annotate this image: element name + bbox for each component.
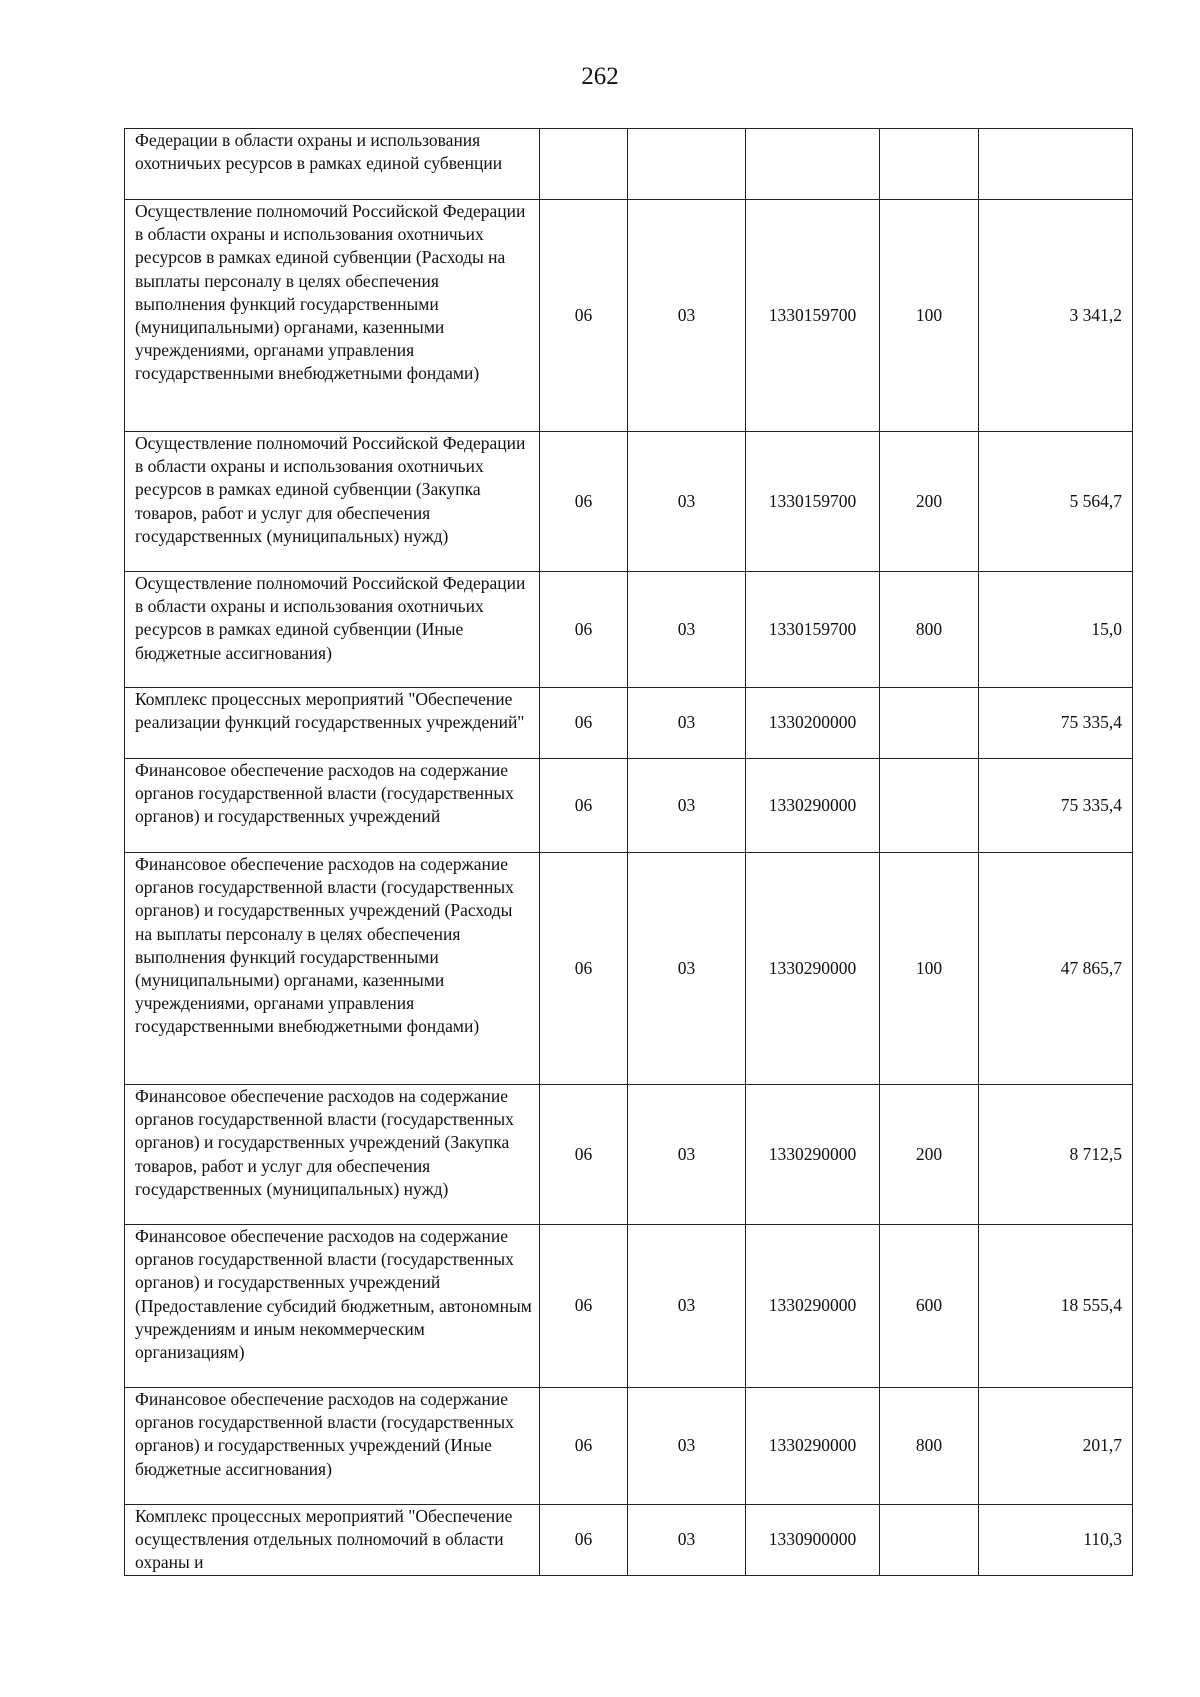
amount-cell: 8 712,5 [979, 1085, 1133, 1225]
amount-cell: 15,0 [979, 572, 1133, 688]
table-row [125, 129, 1133, 200]
expense-name-cell: Финансовое обеспечение расходов на содержание органов государственной власти (государственных органов) и государственных учреждений [125, 759, 540, 853]
subsection-code-cell: 03 [628, 200, 746, 432]
target-article-cell: 1330200000 [746, 688, 880, 759]
subsection-code-cell: 03 [628, 1085, 746, 1225]
section-code-cell: 06 [540, 759, 628, 853]
expense-type-cell [880, 129, 979, 200]
amount-cell: 75 335,4 [979, 759, 1133, 853]
expense-type-cell [880, 1505, 979, 1576]
table-row [125, 853, 1133, 1085]
subsection-code-cell: 03 [628, 432, 746, 572]
subsection-code-cell: 03 [628, 1505, 746, 1576]
section-code-cell: 06 [540, 200, 628, 432]
expense-type-cell: 800 [880, 1388, 979, 1505]
section-code-cell: 06 [540, 1225, 628, 1388]
expense-name-cell: Осуществление полномочий Российской Федерации в области охраны и использования охотничьих ресурсов в рамках единой субвенции (Расходы на выплаты персоналу в целях обеспечения выполнения функций государственными (муниципальными) органами, казенными учреждениями, органами управления государственными внебюджетными фондами) [125, 200, 540, 432]
subsection-code-cell: 03 [628, 572, 746, 688]
target-article-cell: 1330290000 [746, 1085, 880, 1225]
page-number: 262 [581, 63, 619, 90]
subsection-code-cell: 03 [628, 1225, 746, 1388]
table-row [125, 1085, 1133, 1225]
table-row [125, 1388, 1133, 1505]
target-article-cell: 1330159700 [746, 572, 880, 688]
section-code-cell: 06 [540, 1085, 628, 1225]
target-article-cell: 1330290000 [746, 853, 880, 1085]
expense-name-cell: Комплекс процессных мероприятий "Обеспечение осуществления отдельных полномочий в области охраны и [125, 1505, 540, 1576]
amount-cell: 47 865,7 [979, 853, 1133, 1085]
amount-cell [979, 129, 1133, 200]
expense-name-cell: Осуществление полномочий Российской Федерации в области охраны и использования охотничьих ресурсов в рамках единой субвенции (Иные бюджетные ассигнования) [125, 572, 540, 688]
subsection-code-cell: 03 [628, 1388, 746, 1505]
section-code-cell [540, 129, 628, 200]
table-row [125, 1505, 1133, 1576]
amount-cell: 75 335,4 [979, 688, 1133, 759]
expense-name-cell: Финансовое обеспечение расходов на содержание органов государственной власти (государственных органов) и государственных учреждений (Предоставление субсидий бюджетным, автономным учреждениям и иным некоммерческим организациям) [125, 1225, 540, 1388]
amount-cell: 5 564,7 [979, 432, 1133, 572]
table-row [125, 200, 1133, 432]
target-article-cell: 1330290000 [746, 1388, 880, 1505]
budget-table-body [125, 129, 1133, 1576]
expense-type-cell: 600 [880, 1225, 979, 1388]
section-code-cell: 06 [540, 432, 628, 572]
expense-type-cell: 200 [880, 432, 979, 572]
expense-type-cell [880, 759, 979, 853]
expense-name-cell: Финансовое обеспечение расходов на содержание органов государственной власти (государственных органов) и государственных учреждений (Иные бюджетные ассигнования) [125, 1388, 540, 1505]
expense-name-cell: Финансовое обеспечение расходов на содержание органов государственной власти (государственных органов) и государственных учреждений (Закупка товаров, работ и услуг для обеспечения государственных (муниципальных) нужд) [125, 1085, 540, 1225]
subsection-code-cell [628, 129, 746, 200]
table-row [125, 572, 1133, 688]
table-row [125, 432, 1133, 572]
target-article-cell: 1330900000 [746, 1505, 880, 1576]
budget-table [124, 128, 1133, 1576]
amount-cell: 18 555,4 [979, 1225, 1133, 1388]
expense-name-cell: Осуществление полномочий Российской Федерации в области охраны и использования охотничьих ресурсов в рамках единой субвенции (Закупка товаров, работ и услуг для обеспечения государственных (муниципальных) нужд) [125, 432, 540, 572]
expense-name-cell: Федерации в области охраны и использования охотничьих ресурсов в рамках единой субвенции [125, 129, 540, 200]
expense-type-cell: 100 [880, 853, 979, 1085]
table-row [125, 688, 1133, 759]
expense-type-cell: 800 [880, 572, 979, 688]
section-code-cell: 06 [540, 853, 628, 1085]
target-article-cell [746, 129, 880, 200]
expense-type-cell [880, 688, 979, 759]
expense-type-cell: 100 [880, 200, 979, 432]
section-code-cell: 06 [540, 688, 628, 759]
amount-cell: 110,3 [979, 1505, 1133, 1576]
subsection-code-cell: 03 [628, 688, 746, 759]
table-row [125, 1225, 1133, 1388]
subsection-code-cell: 03 [628, 853, 746, 1085]
target-article-cell: 1330159700 [746, 432, 880, 572]
section-code-cell: 06 [540, 1505, 628, 1576]
expense-name-cell: Комплекс процессных мероприятий "Обеспечение реализации функций государственных учреждений" [125, 688, 540, 759]
section-code-cell: 06 [540, 572, 628, 688]
target-article-cell: 1330290000 [746, 759, 880, 853]
table-row [125, 759, 1133, 853]
target-article-cell: 1330159700 [746, 200, 880, 432]
amount-cell: 201,7 [979, 1388, 1133, 1505]
section-code-cell: 06 [540, 1388, 628, 1505]
subsection-code-cell: 03 [628, 759, 746, 853]
expense-type-cell: 200 [880, 1085, 979, 1225]
amount-cell: 3 341,2 [979, 200, 1133, 432]
expense-name-cell: Финансовое обеспечение расходов на содержание органов государственной власти (государственных органов) и государственных учреждений (Расходы на выплаты персоналу в целях обеспечения выполнения функций государственными (муниципальными) органами, казенными учреждениями, органами управления государственными внебюджетными фондами) [125, 853, 540, 1085]
target-article-cell: 1330290000 [746, 1225, 880, 1388]
